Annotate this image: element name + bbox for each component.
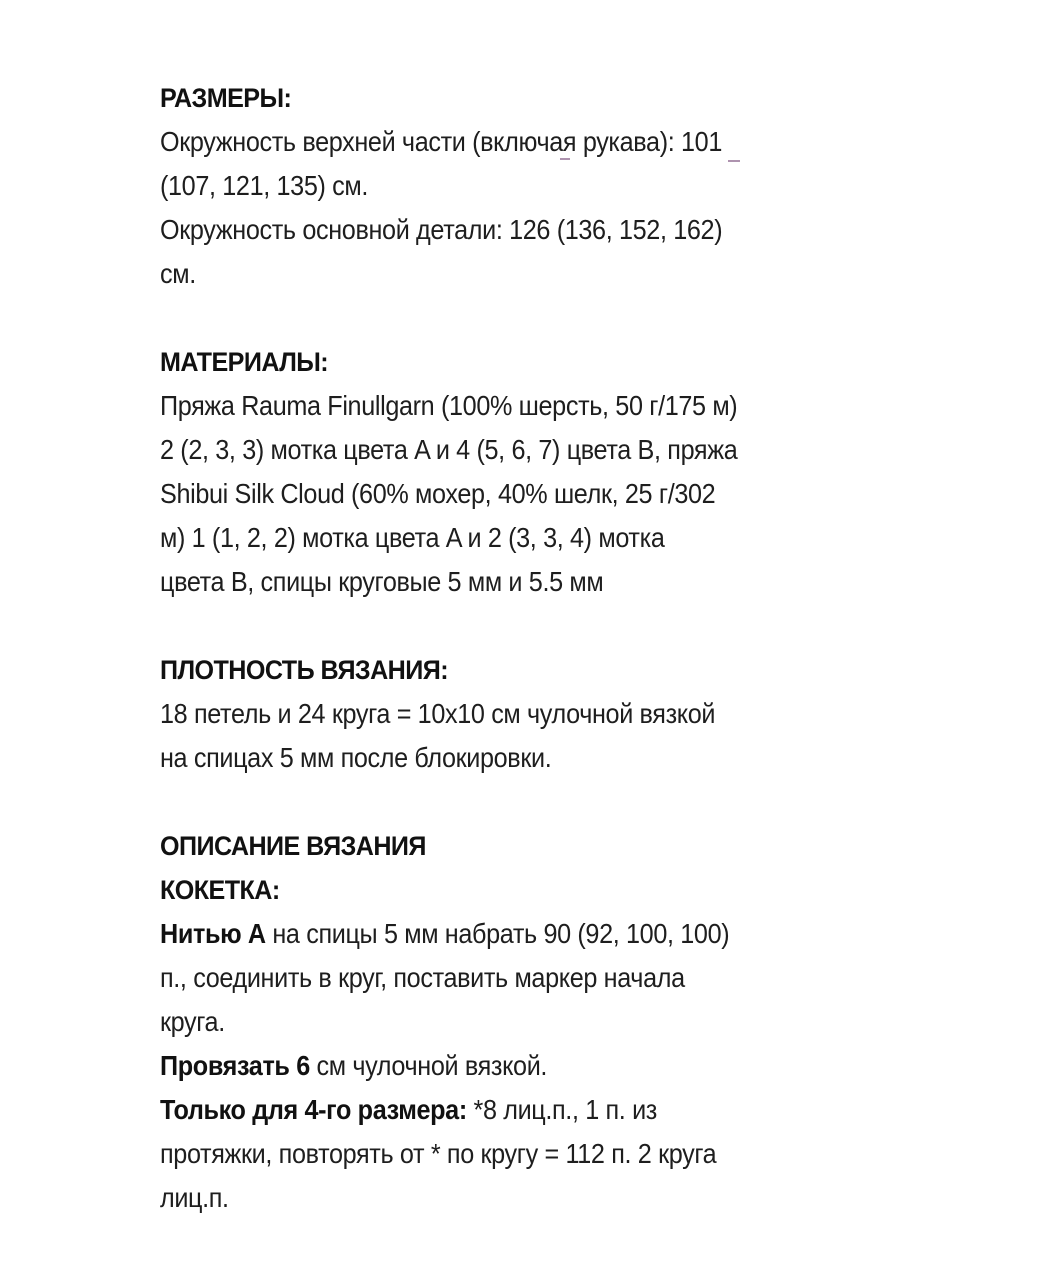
knitting-pattern-document	[160, 76, 900, 1220]
materials-line: Пряжа Rauma Finullgarn (100% шерсть, 50 г/175 м)	[160, 390, 738, 421]
section-spacer	[160, 780, 900, 824]
instruction-text: *8 лиц.п., 1 п. из	[466, 1094, 658, 1125]
sizes-line: см.	[160, 258, 196, 289]
description-heading: ОПИСАНИЕ ВЯЗАНИЯ	[160, 831, 426, 861]
instruction-text: см чулочной вязкой.	[309, 1050, 548, 1081]
instruction-line: лиц.п.	[160, 1182, 229, 1213]
sizes-heading: РАЗМЕРЫ:	[160, 83, 292, 113]
instruction-line	[160, 1088, 826, 1132]
instruction-bold: Провязать 6	[160, 1050, 310, 1081]
scan-artifact	[560, 158, 570, 160]
instruction-bold: Нитью A	[160, 918, 266, 949]
gauge-line: на спицах 5 мм после блокировки.	[160, 742, 552, 773]
instruction-text: на спицы 5 мм набрать 90 (92, 100, 100)	[265, 918, 730, 949]
instruction-line	[160, 912, 826, 956]
instruction-line	[160, 1044, 826, 1088]
sizes-line: (107, 121, 135) см.	[160, 170, 369, 201]
gauge-line: 18 петель и 24 круга = 10x10 см чулочной вязкой	[160, 698, 716, 729]
sizes-section	[160, 76, 900, 296]
instruction-line: протяжки, повторять от * по кругу = 112 п. 2 круга	[160, 1138, 717, 1169]
materials-line: Shibui Silk Cloud (60% мохер, 40% шелк, 25 г/302	[160, 478, 716, 509]
materials-heading: МАТЕРИАЛЫ:	[160, 347, 329, 377]
materials-line: 2 (2, 3, 3) мотка цвета A и 4 (5, 6, 7) цвета B, пряжа	[160, 434, 738, 465]
description-section	[160, 824, 900, 1220]
materials-section	[160, 340, 900, 604]
sizes-line: Окружность основной детали: 126 (136, 152, 162)	[160, 214, 723, 245]
gauge-section	[160, 648, 900, 780]
yoke-subheading: КОКЕТКА:	[160, 875, 280, 905]
materials-line: цвета B, спицы круговые 5 мм и 5.5 мм	[160, 566, 604, 597]
gauge-heading: ПЛОТНОСТЬ ВЯЗАНИЯ:	[160, 655, 449, 685]
materials-line: м) 1 (1, 2, 2) мотка цвета A и 2 (3, 3, 4) мотка	[160, 522, 665, 553]
instruction-line: круга.	[160, 1006, 225, 1037]
scan-artifact	[728, 160, 740, 162]
sizes-line: Окружность верхней части (включая рукава): 101	[160, 126, 722, 157]
instruction-bold: Только для 4-го размера:	[160, 1094, 467, 1125]
section-spacer	[160, 604, 900, 648]
section-spacer	[160, 296, 900, 340]
instruction-line: п., соединить в круг, поставить маркер начала	[160, 962, 685, 993]
